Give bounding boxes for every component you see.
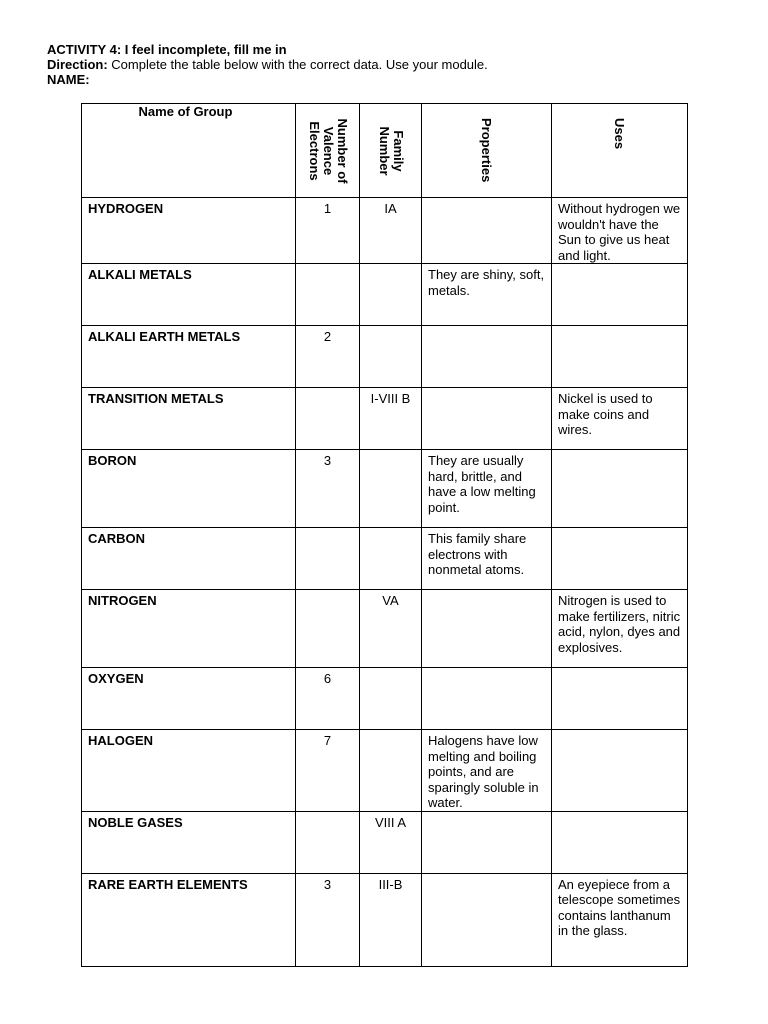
properties-cell bbox=[422, 811, 552, 873]
valence-electrons-cell-text: 6 bbox=[323, 671, 332, 686]
table-row bbox=[82, 811, 688, 873]
valence-electrons-cell bbox=[296, 668, 360, 730]
header-valence-electrons bbox=[296, 104, 360, 198]
uses-cell-text: Without hydrogen we wouldn't have the Sun to give us heat and light. bbox=[558, 201, 681, 263]
valence-electrons-cell bbox=[296, 590, 360, 668]
family-number-cell bbox=[360, 326, 422, 388]
name-label: NAME: bbox=[47, 72, 90, 87]
uses-cell bbox=[552, 264, 688, 326]
group-name-cell-text: ALKALI METALS bbox=[88, 267, 192, 282]
group-name-cell-text: NOBLE GASES bbox=[88, 814, 183, 830]
table-row bbox=[82, 873, 688, 966]
table-row bbox=[82, 730, 688, 812]
valence-electrons-cell bbox=[296, 811, 360, 873]
properties-cell bbox=[422, 590, 552, 668]
group-name-cell bbox=[82, 264, 296, 326]
family-number-cell bbox=[360, 450, 422, 528]
group-name-cell-text: ALKALI EARTH METALS bbox=[88, 329, 241, 344]
family-number-cell bbox=[360, 811, 422, 873]
properties-cell bbox=[422, 528, 552, 590]
family-number-cell-text: VIII A bbox=[374, 814, 407, 830]
header-properties: Properties bbox=[422, 104, 552, 198]
group-name-cell-text: RARE EARTH ELEMENTS bbox=[88, 876, 248, 892]
family-number-cell bbox=[360, 590, 422, 668]
valence-electrons-cell-text: 1 bbox=[323, 201, 332, 216]
direction-line bbox=[47, 57, 488, 72]
table-row bbox=[82, 198, 688, 264]
direction-text: Complete the table below with the correct data. Use your module. bbox=[107, 57, 488, 72]
uses-cell bbox=[552, 811, 688, 873]
family-number-cell bbox=[360, 873, 422, 966]
table-row bbox=[82, 326, 688, 388]
uses-cell bbox=[552, 388, 688, 450]
valence-electrons-cell-text: 7 bbox=[323, 733, 332, 748]
properties-cell bbox=[422, 668, 552, 730]
valence-electrons-cell bbox=[296, 264, 360, 326]
uses-cell bbox=[552, 590, 688, 668]
group-name-cell bbox=[82, 388, 296, 450]
group-name-cell bbox=[82, 590, 296, 668]
properties-cell bbox=[422, 450, 552, 528]
uses-cell bbox=[552, 326, 688, 388]
properties-cell bbox=[422, 730, 552, 812]
group-name-cell bbox=[82, 730, 296, 812]
uses-cell-text: An eyepiece from a telescope sometimes contains lanthanum in the glass. bbox=[558, 876, 681, 938]
table-row bbox=[82, 388, 688, 450]
family-number-cell bbox=[360, 528, 422, 590]
group-name-cell bbox=[82, 528, 296, 590]
properties-cell bbox=[422, 326, 552, 388]
family-number-cell bbox=[360, 198, 422, 264]
group-name-cell-text: HALOGEN bbox=[88, 733, 153, 748]
group-name-cell bbox=[82, 668, 296, 730]
properties-cell-text: They are shiny, soft, metals. bbox=[428, 267, 545, 298]
group-name-cell bbox=[82, 873, 296, 966]
group-name-cell bbox=[82, 198, 296, 264]
table-row bbox=[82, 528, 688, 590]
valence-electrons-cell bbox=[296, 326, 360, 388]
direction-label: Direction: bbox=[47, 57, 108, 72]
group-name-cell-text: CARBON bbox=[88, 531, 146, 546]
activity-title: ACTIVITY 4: I feel incomplete, fill me in bbox=[47, 42, 287, 57]
valence-electrons-cell-text: 3 bbox=[323, 453, 332, 468]
family-header-text: Family Number bbox=[376, 125, 406, 176]
uses-cell bbox=[552, 873, 688, 966]
family-number-cell-text: III-B bbox=[378, 876, 403, 892]
properties-cell-text: This family share electrons with nonmetal atoms. bbox=[428, 531, 527, 577]
group-name-cell-text: BORON bbox=[88, 453, 137, 468]
group-name-cell bbox=[82, 450, 296, 528]
uses-cell-text: Nickel is used to make coins and wires. bbox=[558, 391, 653, 437]
properties-cell bbox=[422, 873, 552, 966]
group-name-cell bbox=[82, 811, 296, 873]
valence-electrons-cell bbox=[296, 528, 360, 590]
family-number-cell-text: VA bbox=[382, 593, 399, 608]
uses-cell bbox=[552, 450, 688, 528]
family-number-cell-text: IA bbox=[384, 201, 397, 216]
group-name-cell-text: TRANSITION METALS bbox=[88, 391, 224, 406]
valence-electrons-cell bbox=[296, 730, 360, 812]
valence-header-text: Number of Valence Electrons bbox=[306, 118, 350, 183]
valence-electrons-cell bbox=[296, 198, 360, 264]
valence-electrons-cell bbox=[296, 873, 360, 966]
valence-electrons-cell-text: 3 bbox=[323, 876, 332, 892]
properties-cell bbox=[422, 264, 552, 326]
valence-electrons-cell bbox=[296, 388, 360, 450]
family-number-cell bbox=[360, 388, 422, 450]
header-family-number bbox=[360, 104, 422, 198]
valence-electrons-cell-text: 2 bbox=[323, 329, 332, 344]
valence-electrons-cell bbox=[296, 450, 360, 528]
group-name-cell-text: NITROGEN bbox=[88, 593, 157, 608]
uses-cell bbox=[552, 528, 688, 590]
family-number-cell-text: I-VIII B bbox=[370, 391, 411, 406]
group-name-cell bbox=[82, 326, 296, 388]
uses-cell bbox=[552, 730, 688, 812]
worksheet-header bbox=[47, 42, 488, 87]
properties-cell-text: Halogens have low melting and boiling points, and are sparingly soluble in water. bbox=[428, 733, 539, 810]
group-name-cell-text: OXYGEN bbox=[88, 671, 144, 686]
uses-cell-text: Nitrogen is used to make fertilizers, nitric acid, nylon, dyes and explosives. bbox=[558, 593, 681, 655]
properties-cell-text: They are usually hard, brittle, and have a low melting point. bbox=[428, 453, 536, 515]
header-uses: Uses bbox=[552, 104, 688, 198]
properties-cell bbox=[422, 388, 552, 450]
uses-cell bbox=[552, 198, 688, 264]
header-name-of-group: Name of Group bbox=[82, 104, 296, 198]
table-row bbox=[82, 590, 688, 668]
group-name-cell-text: HYDROGEN bbox=[88, 201, 164, 216]
table-row bbox=[82, 264, 688, 326]
family-number-cell bbox=[360, 668, 422, 730]
family-number-cell bbox=[360, 730, 422, 812]
table-row bbox=[82, 450, 688, 528]
table-header-row bbox=[82, 104, 688, 198]
uses-cell bbox=[552, 668, 688, 730]
properties-cell bbox=[422, 198, 552, 264]
table-row bbox=[82, 668, 688, 730]
family-number-cell bbox=[360, 264, 422, 326]
periodic-groups-table bbox=[81, 103, 688, 967]
